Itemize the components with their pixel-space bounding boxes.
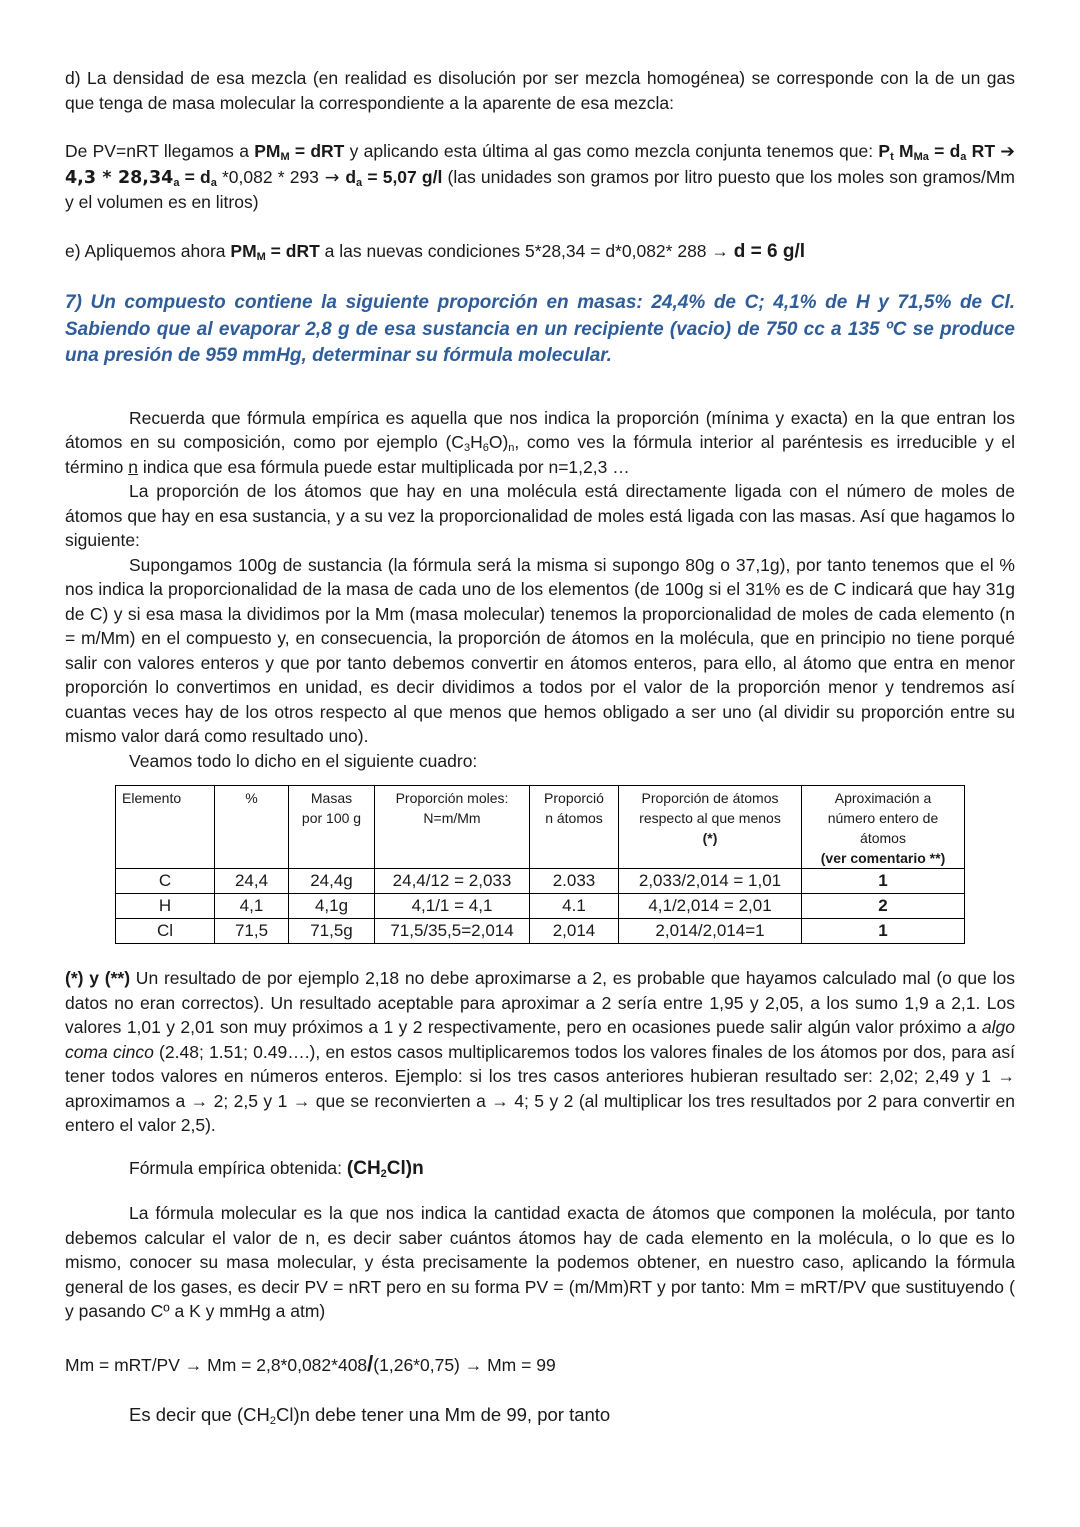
molar-mass-calculation: Mm = mRT/PV → Mm = 2,8*0,082*408/(1,26*0,75) → Mm = 99 xyxy=(65,1350,556,1376)
table-header: Elemento xyxy=(116,786,215,869)
table-header-row xyxy=(116,786,965,869)
table-cell: 4.1 xyxy=(530,894,619,919)
table-cell: 1 xyxy=(802,919,965,944)
paragraph-method: Supongamos 100g de sustancia (la fórmula será la misma si supongo 80g o 37,1g), por tanto tenemos que el % nos indica la proporcionalidad de la masa de cada uno de los elementos (de 100g si el 31% es de C indicará que hay 31g de C) y si esa masa la dividimos por la Mm (masa molecular) tenemos la proporcionalidad de moles de cada elemento (n = m/Mm) en el compuesto y, en consecuencia, la proporción de átomos en la molécula, que en principio no tiene porqué salir con valores enteros y que por tanto debemos convertir en átomos enteros, para ello, al átomo que entra en menor proporción lo convertimos en unidad, es decir dividimos a todos por el valor de la proporción menor y tendremos así cuantas veces hay de los otros respecto al que menos que hemos obligado a ser uno (al dividir su proporción entre su mismo valor dará como resultado uno). xyxy=(65,554,1015,746)
table-cell: 71,5/35,5=2,014 xyxy=(375,919,530,944)
empirical-formula-result: Fórmula empírica obtenida: $(CH_2Cl)n$ xyxy=(129,1157,424,1180)
table-cell: 71,5g xyxy=(289,919,375,944)
table-header: Proporció n átomos xyxy=(530,786,619,869)
table-cell: 1 xyxy=(802,869,965,894)
problem-7-statement: 7) Un compuesto contiene la siguiente proporción en masas: 24,4% de C; 4,1% de H y 71,5% de Cl. Sabiendo que al evaporar 2,8 g de esa sustancia en un recipiente (vacio) de 750 cc a 135 ºC se produce una presión de 959 mmHg, determinar su fórmula molecular. xyxy=(65,292,1015,366)
table-cell: C xyxy=(116,869,215,894)
table-cell: 2,033/2,014 = 1,01 xyxy=(619,869,802,894)
section-d-intro: d) La densidad de esa mezcla (en realidad es disolución por ser mezcla homogénea) se corresponde con la de un gas que tenga de masa molecular la correspondiente a la aparente de esa mezcla: xyxy=(65,68,1015,113)
table-cell: 24,4 xyxy=(215,869,289,894)
table-cell: 71,5 xyxy=(215,919,289,944)
paragraph-molecular-formula: La fórmula molecular es la que nos indica la cantidad exacta de átomos que componen la molécula, por tanto debemos calcular el valor de n, es decir saber cuántos átomos hay de cada elemento en la molécula, o lo que es lo mismo, conocer su masa molecular, y ésta precisamente la podemos obtener, en nuestro caso, aplicando la fórmula general de los gases, es decir PV = nRT pero en su forma PV = (m/Mm)RT y por tanto: Mm = mRT/PV que sustituyendo ( y pasando Cº a K y mmHg a atm) xyxy=(65,1203,1015,1321)
table-cell: 4,1 xyxy=(215,894,289,919)
table-header: Masas por 100 g xyxy=(289,786,375,869)
table-cell: 24,4/12 = 2,033 xyxy=(375,869,530,894)
table-row xyxy=(116,894,965,919)
section-d-formula: De PV=nRT llegamos a $PM_M$ = dRT y aplicando esta última al gas como mezcla conjunta tenemos que: $P_t$ $M_{Ma} = d_a$ RT ➔ $4,3 * 28,34_a = d_a$ $*0,082 * 293 \to d_a = 5,07$ g/l (las unidades son gramos por litro puesto que los moles son gramos/Mm y el volumen es en litros) xyxy=(65,141,1016,212)
table-cell: 4,1g xyxy=(289,894,375,919)
section-e: e) Apliquemos ahora $PM_M$ = dRT a las nuevas condiciones 5*28,34 = d*0,082* 288 → d = 6 g/l xyxy=(65,240,806,263)
table-row xyxy=(116,869,965,894)
table-cell: Cl xyxy=(116,919,215,944)
table-cell: 2,014 xyxy=(530,919,619,944)
paragraph-table-intro: Veamos todo lo dicho en el siguiente cuadro: xyxy=(129,750,478,771)
table-cell: 2 xyxy=(802,894,965,919)
table-cell: H xyxy=(116,894,215,919)
table-cell: 2.033 xyxy=(530,869,619,894)
table-cell: 4,1/1 = 4,1 xyxy=(375,894,530,919)
document-page xyxy=(65,66,1015,1428)
table-header: Proporción de átomos respecto al que menos (*) xyxy=(619,786,802,869)
table-cell: 24,4g xyxy=(289,869,375,894)
table-row xyxy=(116,919,965,944)
paragraph-empirical-formula: Recuerda que fórmula empírica es aquella que nos indica la proporción (mínima y exacta) en la que entran los átomos en su composición, como por ejemplo $(C_3H_6O)_n$, como ves la fórmula interior al paréntesis es irreducible y el término n indica que esa fórmula puede estar multiplicada por n=1,2,3 … xyxy=(65,407,1015,477)
table-body xyxy=(116,869,965,944)
paragraph-proportion: La proporción de los átomos que hay en una molécula está directamente ligada con el número de moles de átomos que hay en esa sustancia, y a su vez la proporcionalidad de moles está ligada con las masas. Así que hagamos lo siguiente: xyxy=(65,481,1015,550)
table-header: % xyxy=(215,786,289,869)
table-cell: 2,014/2,014=1 xyxy=(619,919,802,944)
footnote-approximation: (*) y (**) Un resultado de por ejemplo 2,18 no debe aproximarse a 2, es probable que hayamos calculado mal (o que los datos no eran correctos). Un resultado aceptable para aproximar a 2 sería entre 1,95 y 2,05, a los sumo 1,9 a 2,1. Los valores 1,01 y 2,01 son muy próximos a 1 y 2 respectivamente, pero en ocasiones puede salir algún valor próximo a algo coma cinco (2.48; 1.51; 0.49….), en estos casos multiplicaremos todos los valores finales de los átomos por dos, para así tener todos valores en números enteros. Ejemplo: si los tres casos anteriores hubieran resultado ser: 2,02; 2,49 y 1 → aproximamos a → 2; 2,5 y 1 → que se reconvierten a → 4; 5 y 2 (al multiplicar los tres resultados por 2 para convertir en entero el valor 2,5). xyxy=(65,968,1016,1135)
table-cell: 4,1/2,014 = 2,01 xyxy=(619,894,802,919)
table-header: Proporción moles: N=m/Mm xyxy=(375,786,530,869)
conclusion-line: Es decir que $(CH_2Cl)n$ debe tener una Mm de 99, por tanto xyxy=(129,1404,611,1427)
table-header: Aproximación a número entero de átomos (ver comentario **) xyxy=(802,786,965,869)
atoms-proportion-table xyxy=(115,785,965,944)
